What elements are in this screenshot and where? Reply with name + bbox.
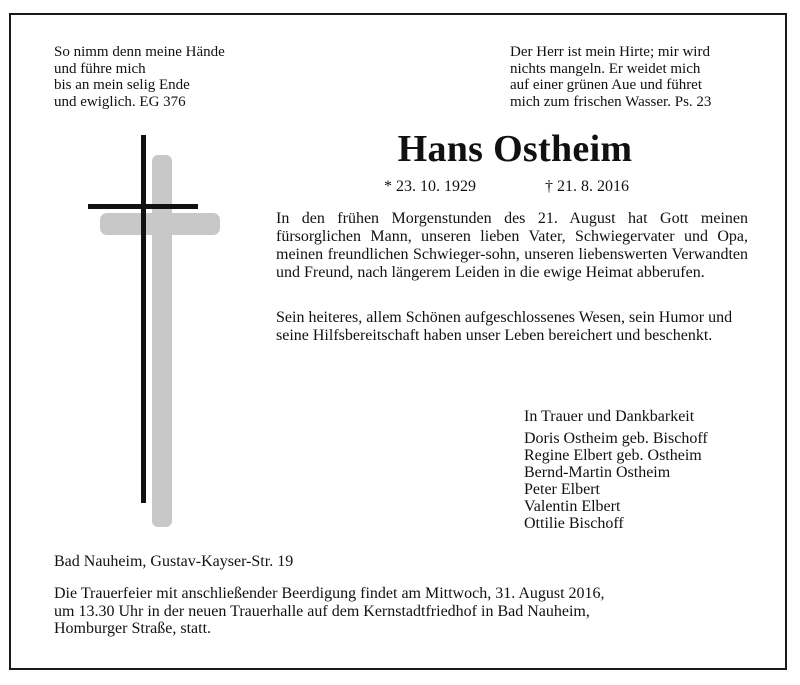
mourner-name: Bernd-Martin Ostheim: [524, 464, 671, 481]
deceased-name: Hans Ostheim: [397, 128, 633, 170]
mourner-name: Doris Ostheim geb. Bischoff: [524, 430, 708, 447]
mourner-name: Peter Elbert: [524, 481, 600, 498]
announcement-paragraph: In den frühen Morgenstunden des 21. August hat Gott meinen fürsorglichen Mann, unseren lieben Vater, Schwiegervater und Opa, meinen freundlichen Schwieger-sohn, unseren liebenswerten Verwandten und Freund, nach längerem Leiden in die ewige Heimat abberufen.: [276, 210, 748, 281]
mourner-name: Valentin Elbert: [524, 498, 621, 515]
birth-date: * 23. 10. 1929: [384, 178, 476, 195]
service-line: Homburger Straße, statt.: [54, 620, 212, 637]
address: Bad Nauheim, Gustav-Kayser-Str. 19: [54, 553, 294, 570]
verse-right-line: mich zum frischen Wasser. Ps. 23: [510, 93, 712, 110]
cross-shadow-vertical: [152, 155, 172, 527]
mourners-list: [524, 408, 708, 532]
service-line: Die Trauerfeier mit anschließender Beerdigung findet am Mittwoch, 31. August 2016,: [54, 585, 605, 602]
mourner-name: Ottilie Bischoff: [524, 515, 624, 532]
verse-right: [510, 44, 711, 110]
verse-left-line: bis an mein selig Ende: [54, 77, 190, 93]
death-date: † 21. 8. 2016: [545, 178, 629, 195]
service-line: um 13.30 Uhr in der neuen Trauerhalle auf dem Kernstadtfriedhof in Bad Nauheim,: [54, 602, 590, 620]
tribute-paragraph: Sein heiteres, allem Schönen aufgeschlossenes Wesen, sein Humor und seine Hilfsbereitschaft haben unser Leben bereichert und beschenkt.: [276, 309, 733, 344]
verse-left-line: und führe mich: [54, 60, 146, 77]
service-info: [54, 585, 774, 638]
verse-right-line: nichts mangeln. Er weidet mich: [510, 60, 701, 77]
mourners-intro: In Trauer und Dankbarkeit: [524, 408, 695, 425]
verse-left-line: So nimm denn meine Hände: [54, 44, 225, 60]
mourner-name: Regine Elbert geb. Ostheim: [524, 447, 702, 464]
verse-right-line: auf einer grünen Aue und führet: [510, 77, 703, 93]
cross-line-horizontal: [88, 204, 198, 209]
cross-shadow-horizontal: [100, 213, 220, 235]
cross-line-vertical: [141, 135, 146, 503]
verse-left: [54, 44, 225, 110]
cross-icon: [86, 133, 226, 533]
verse-right-line: Der Herr ist mein Hirte; mir wird: [510, 44, 710, 60]
verse-left-line: und ewiglich. EG 376: [54, 93, 186, 110]
